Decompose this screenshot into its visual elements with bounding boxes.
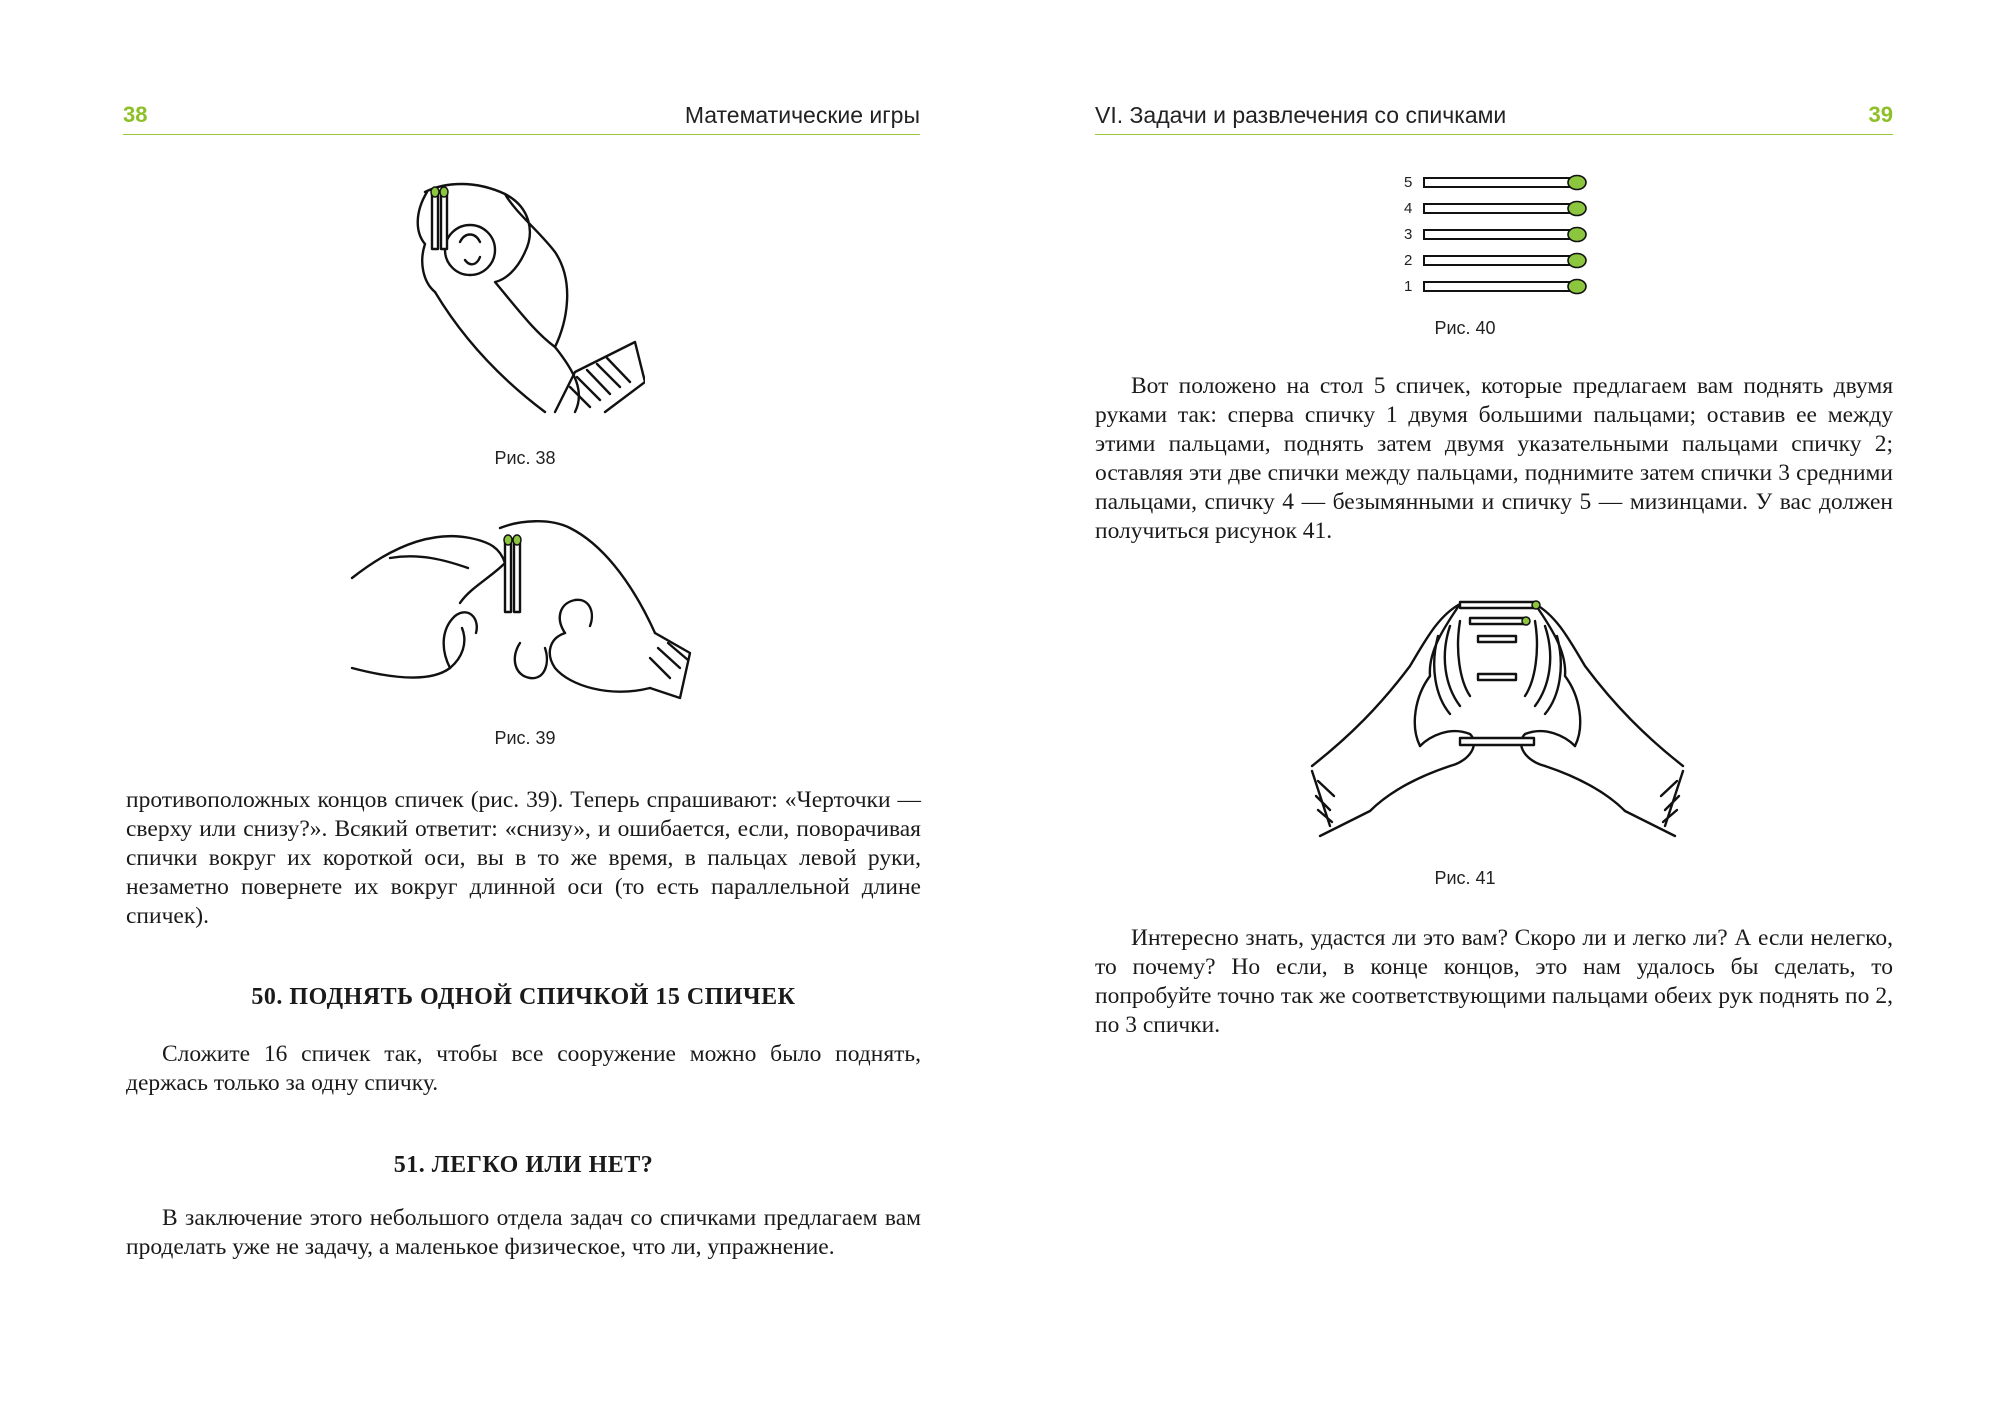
match-label: 4 — [1404, 200, 1413, 217]
paragraph-1: Вот положено на стол 5 спичек, которые предлагаем вам поднять двумя руками так: сперва спичку 1 двумя большими пальцами; оставив ее между этими пальцами, поднять затем двумя указательными пальцами спичку 2; оставляя эти две спички между пальцами, поднимите затем спички 3 средними пальцами, спичку 4 — безымянными и спичку 5 — мизинцами. У вас должен получиться рисунок 41. — [1095, 373, 1893, 544]
running-title: VI. Задачи и развлечения со спичками — [1095, 102, 1507, 128]
section-50-title: 50. ПОДНЯТЬ ОДНОЙ СПИЧКОЙ 15 СПИЧЕК — [251, 984, 796, 1010]
running-title: Математические игры — [684, 102, 920, 128]
match-row — [1404, 278, 1586, 295]
continuation-text: противоположных концов спичек (рис. 39). Теперь спрашивают: «Черточки — сверху или снизу?». Всякий ответит: «снизу», и ошибается, если, поворачивая спички вокруг их короткой оси, вы в то же время, в пальцах левой руки, незаметно повернете их вокруг длинной оси (то есть параллельной длине спичек). — [126, 787, 921, 929]
figure-39-caption: Рис. 39 — [494, 728, 556, 748]
figure-39-two-hands-holding-matches — [350, 508, 700, 708]
figure-41-caption: Рис. 41 — [1434, 868, 1496, 888]
page-number: 38 — [123, 102, 148, 127]
continuation-paragraph — [126, 786, 921, 931]
page-number: 39 — [1868, 102, 1893, 127]
section-51-text: В заключение этого небольшого отдела задач со спичками предлагаем вам проделать уже не задачу, а маленькое физическое, что ли, упражнение. — [126, 1205, 921, 1260]
page-header — [1095, 100, 1893, 135]
match-row — [1404, 252, 1586, 269]
match-row — [1404, 226, 1586, 243]
match-label: 5 — [1404, 174, 1413, 191]
right-page — [1000, 0, 2000, 1428]
match-head — [1568, 202, 1586, 216]
paragraph-1-block — [1095, 372, 1893, 546]
figure-38-caption: Рис. 38 — [494, 448, 556, 468]
match-head — [1568, 280, 1586, 294]
section-50-body — [126, 1040, 921, 1098]
match-head — [1568, 228, 1586, 242]
section-50-text: Сложите 16 спичек так, чтобы все сооружение можно было поднять, держась только за одну спичку. — [126, 1041, 921, 1096]
match-head — [1568, 254, 1586, 268]
figure-41-hands-holding-five-matches — [1310, 596, 1685, 846]
match-row — [1404, 174, 1586, 191]
figure-38-hand-holding-matches — [405, 172, 645, 432]
paragraph-2: Интересно знать, удастся ли это вам? Скоро ли и легко ли? А если нелегко, то почему? Но если, в конце концов, это нам удалось бы сделать, то попробуйте точно так же соответствующими пальцами обеих рук поднять по 2, по 3 спички. — [1095, 925, 1893, 1038]
figure-40-five-matches — [1400, 168, 1600, 303]
page-header — [123, 100, 920, 135]
match-label: 3 — [1404, 226, 1413, 243]
match-label: 1 — [1404, 278, 1413, 295]
match-row — [1404, 200, 1586, 217]
section-51-title: 51. ЛЕГКО ИЛИ НЕТ? — [393, 1152, 654, 1178]
paragraph-2-block — [1095, 924, 1893, 1040]
match-head — [1568, 176, 1586, 190]
figure-40-caption: Рис. 40 — [1434, 318, 1496, 338]
match-label: 2 — [1404, 252, 1413, 269]
section-51-body — [126, 1204, 921, 1262]
